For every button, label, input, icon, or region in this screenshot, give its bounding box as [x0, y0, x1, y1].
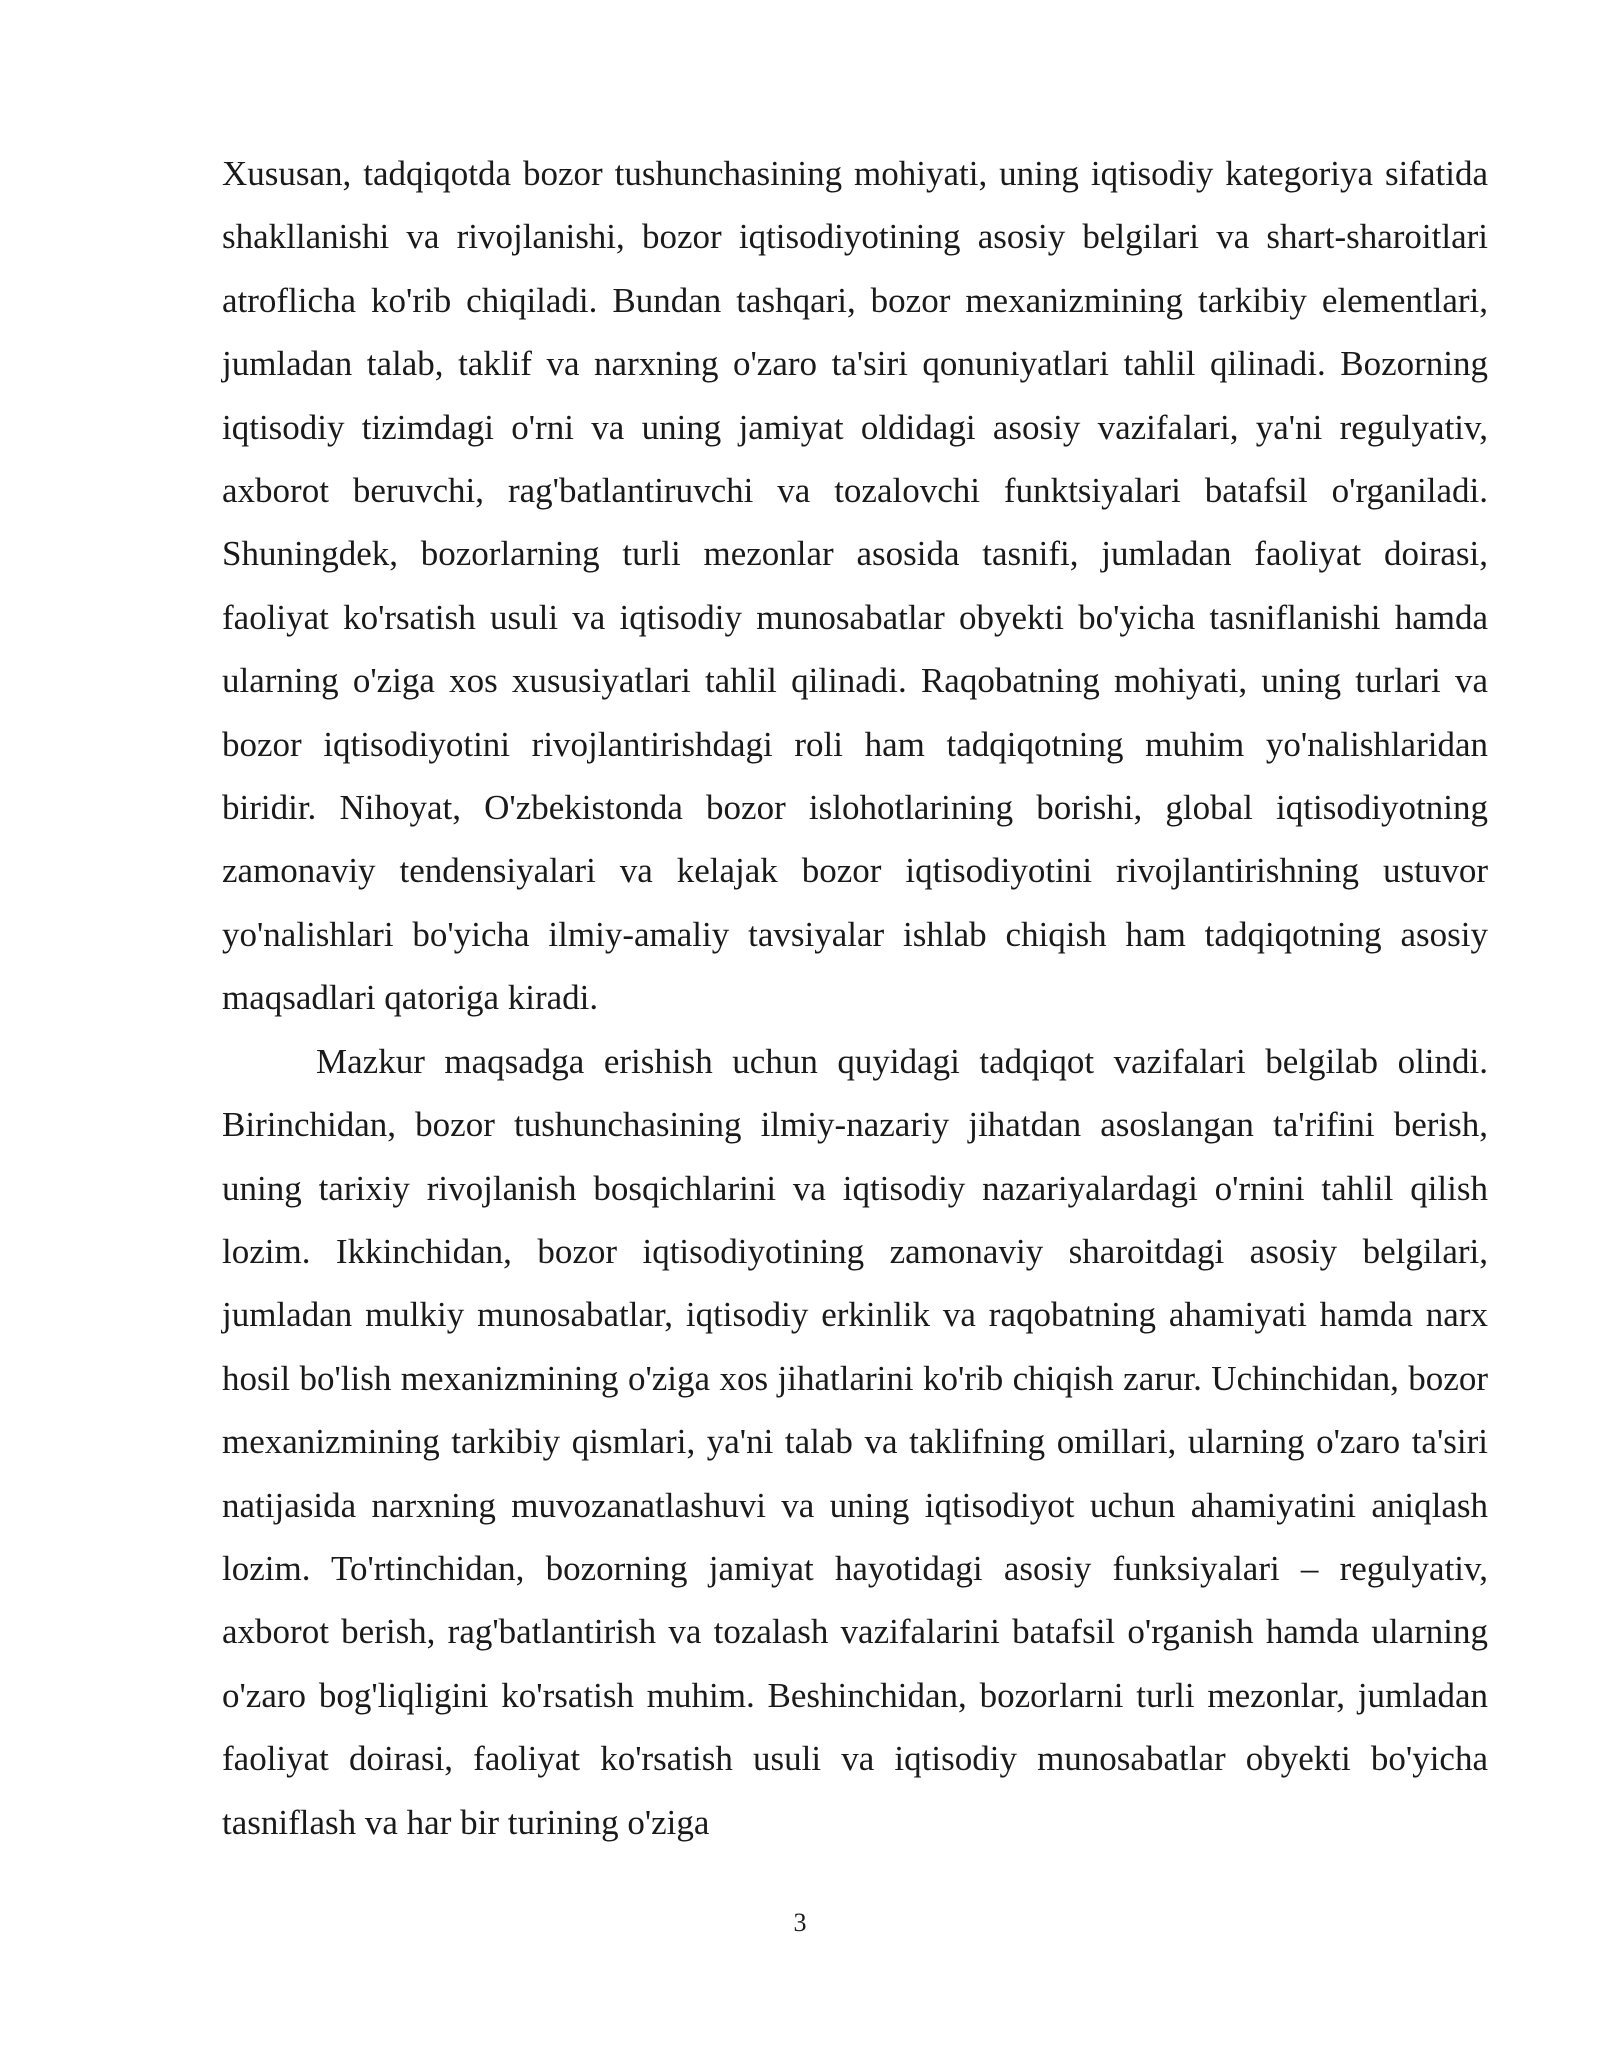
paragraph-1: Xususan, tadqiqotda bozor tushunchasining mohiyati, uning iqtisodiy kategoriya sifatida shakllanishi va rivojlanishi, bozor iqtisodiyotining asosiy belgilari va shart-sharoitlari atroflicha ko'rib chiqiladi. Bundan tashqari, bozor mexanizmining tarkibiy elementlari, jumladan talab, taklif va narxning o'zaro ta'siri qonuniyatlari tahlil qilinadi. Bozorning iqtisodiy tizimdagi o'rni va uning jamiyat oldidagi asosiy vazifalari, ya'ni regulyativ, axborot beruvchi, rag'batlantiruvchi va tozalovchi funktsiyalari batafsil o'rganiladi. Shuningdek, bozorlarning turli mezonlar asosida tasnifi, jumladan faoliyat doirasi, faoliyat ko'rsatish usuli va iqtisodiy munosabatlar obyekti bo'yicha tasniflanishi hamda ularning o'ziga xos xususiyatlari tahlil qilinadi. Raqobatning mohiyati, uning turlari va bozor iqtisodiyotini rivojlantirishdagi roli ham tadqiqotning muhim yo'nalishlaridan biridir. Nihoyat, O'zbekistonda bozor islohotlarining borishi, global iqtisodiyotning zamonaviy tendensiyalari va kelajak bozor iqtisodiyotini rivojlantirishning ustuvor yo'nalishlari bo'yicha ilmiy-amaliy tavsiyalar ishlab chiqish ham tadqiqotning asosiy maqsadlari qatoriga kiradi.	[222, 154, 1488, 1018]
paragraph-2: Mazkur maqsadga erishish uchun quyidagi tadqiqot vazifalari belgilab olindi. Birinchidan, bozor tushunchasining ilmiy-nazariy jihatdan asoslangan ta'rifini berish, uning tarixiy rivojlanish bosqichlarini va iqtisodiy nazariyalardagi o'rnini tahlil qilish lozim. Ikkinchidan, bozor iqtisodiyotining zamonaviy sharoitdagi asosiy belgilari, jumladan mulkiy munosabatlar, iqtisodiy erkinlik va raqobatning ahamiyati hamda narx hosil bo'lish mexanizmining o'ziga xos jihatlarini ko'rib chiqish zarur. Uchinchidan, bozor mexanizmining tarkibiy qismlari, ya'ni talab va taklifning omillari, ularning o'zaro ta'siri natijasida narxning muvozanatlashuvi va uning iqtisodiyot uchun ahamiyatini aniqlash lozim. To'rtinchidan, bozorning jamiyat hayotidagi asosiy funksiyalari – regulyativ, axborot berish, rag'batlantirish va tozalash vazifalarini batafsil o'rganish hamda ularning o'zaro bog'liqligini ko'rsatish muhim. Beshinchidan, bozorlarni turli mezonlar, jumladan faoliyat doirasi, faoliyat ko'rsatish usuli va iqtisodiy munosabatlar obyekti bo'yicha tasniflash va har bir turining o'ziga	[222, 1041, 1488, 1842]
body-text	[222, 142, 1488, 1854]
page-number: 3	[793, 1908, 807, 1937]
